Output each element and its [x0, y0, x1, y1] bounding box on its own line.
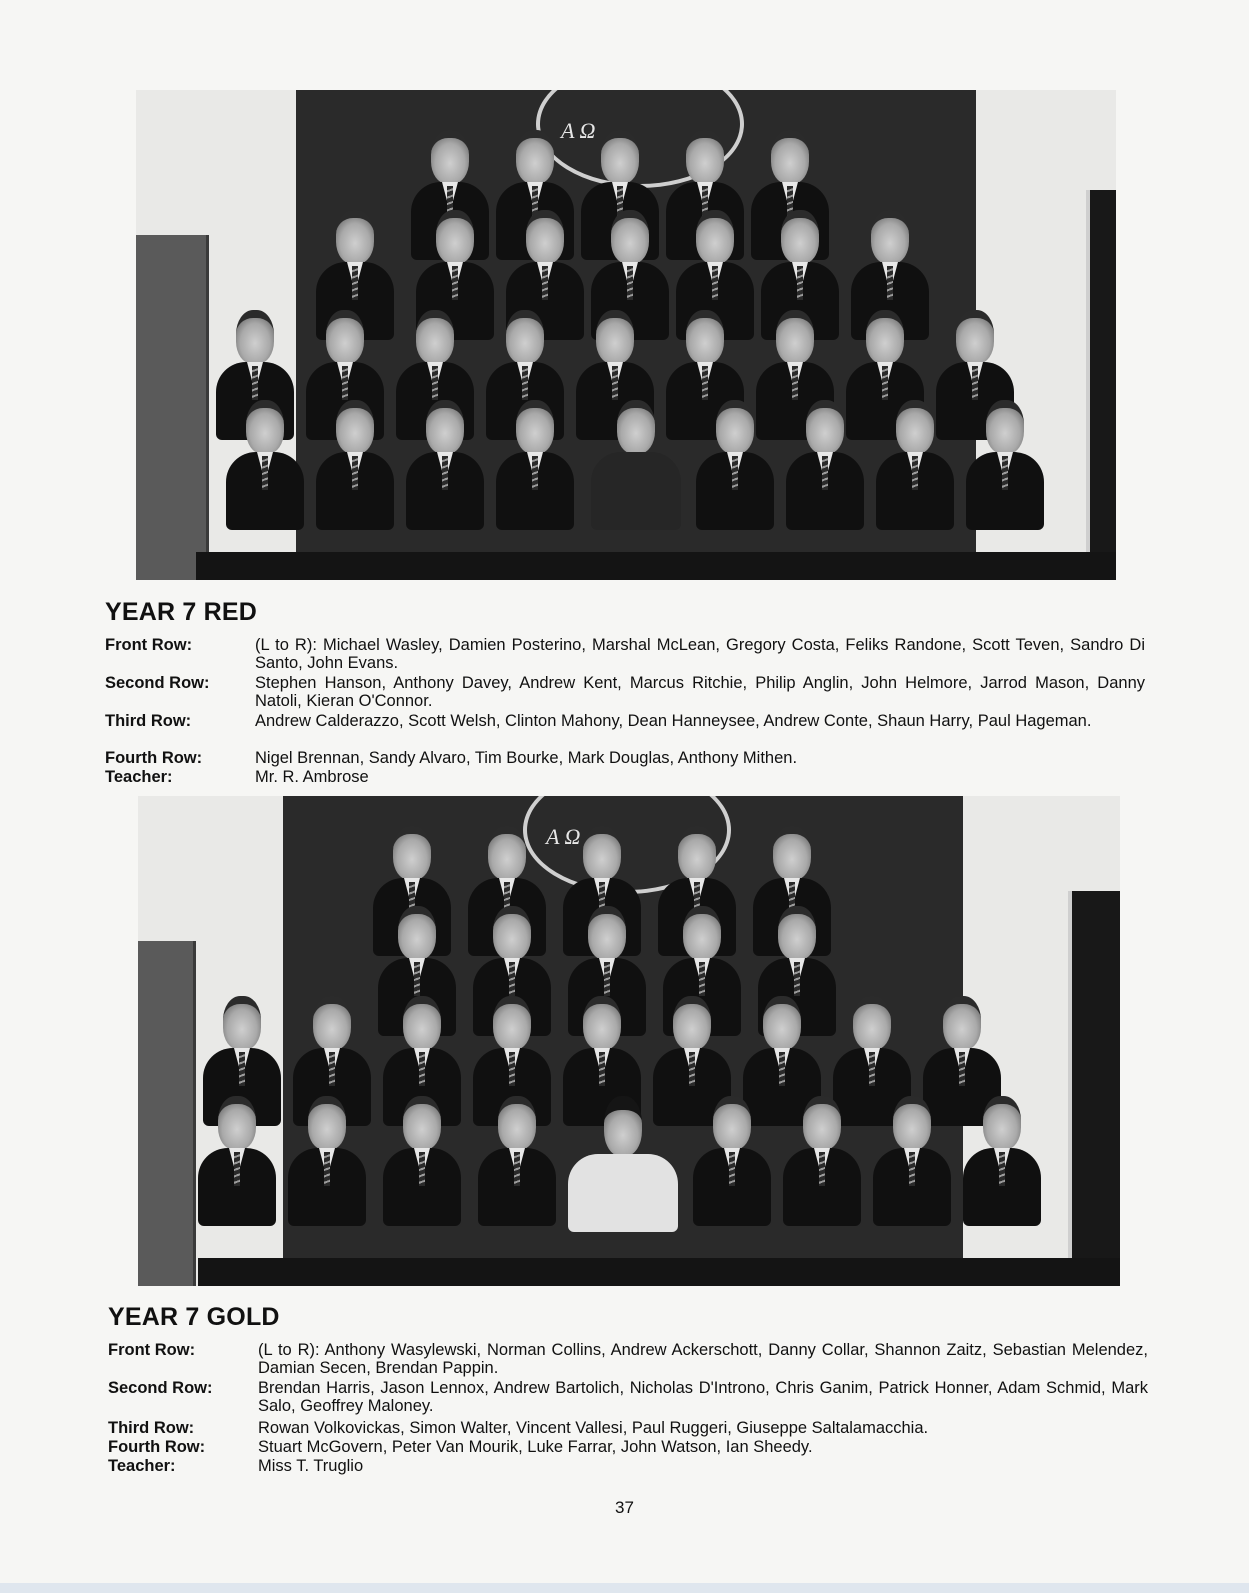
student: [963, 1096, 1041, 1226]
teacher: [591, 400, 681, 530]
student: [316, 400, 394, 530]
row-names: Mr. R. Ambrose: [255, 768, 369, 786]
row-names: (L to R): Anthony Wasylewski, Norman Collins, Andrew Ackerschott, Danny Collar, Shannon Zaitz, Sebastian Melendez, Damian Secen, Brendan Pappin.: [258, 1341, 1148, 1377]
student: [288, 1096, 366, 1226]
teacher: [568, 1096, 678, 1232]
student: [696, 400, 774, 530]
student: [496, 400, 574, 530]
emblem-text: A Ω: [561, 118, 596, 143]
student: [693, 1096, 771, 1226]
section-title-year7-gold: YEAR 7 GOLD: [108, 1303, 280, 1331]
student: [786, 400, 864, 530]
row-names: (L to R): Michael Wasley, Damien Posterino, Marshal McLean, Gregory Costa, Feliks Randone, Scott Teven, Sandro Di Santo, John Evans.: [255, 636, 1145, 672]
row-label: Fourth Row:: [105, 749, 203, 767]
student: [383, 1096, 461, 1226]
row-names: Stuart McGovern, Peter Van Mourik, Luke Farrar, John Watson, Ian Sheedy.: [258, 1438, 813, 1456]
student: [478, 1096, 556, 1226]
row-label: Front Row:: [105, 636, 193, 654]
row-names: Nigel Brennan, Sandy Alvaro, Tim Bourke, Mark Douglas, Anthony Mithen.: [255, 749, 798, 767]
row-label: Third Row:: [108, 1419, 195, 1437]
student: [966, 400, 1044, 530]
class-photo-year7-gold: [138, 796, 1120, 1286]
student: [876, 400, 954, 530]
emblem-text: A Ω: [546, 824, 581, 849]
row-names: Andrew Calderazzo, Scott Welsh, Clinton Mahony, Dean Hanneysee, Andrew Conte, Shaun Harry, Paul Hageman.: [255, 712, 1092, 730]
class-photo-year7-red: [136, 90, 1116, 580]
caption-year7-red: [105, 636, 1155, 786]
page-number: 37: [615, 1498, 634, 1517]
row-label: Front Row:: [108, 1341, 196, 1359]
student: [873, 1096, 951, 1226]
row-label: Second Row:: [108, 1379, 213, 1397]
row-label: Fourth Row:: [108, 1438, 206, 1456]
row-names: Stephen Hanson, Anthony Davey, Andrew Kent, Marcus Ritchie, Philip Anglin, John Helmore, Jarrod Mason, Danny Natoli, Kieran O'Connor.: [255, 674, 1145, 710]
student: [783, 1096, 861, 1226]
caption-year7-gold: [108, 1341, 1158, 1491]
row-names: Rowan Volkovickas, Simon Walter, Vincent Vallesi, Paul Ruggeri, Giuseppe Saltalamacchia.: [258, 1419, 929, 1437]
section-title-year7-red: YEAR 7 RED: [105, 598, 258, 626]
row-label: Third Row:: [105, 712, 192, 730]
row-label: Teacher:: [108, 1457, 176, 1475]
student: [226, 400, 304, 530]
row-names: Brendan Harris, Jason Lennox, Andrew Bartolich, Nicholas D'Introno, Chris Ganim, Patrick Honner, Adam Schmid, Mark Salo, Geoffrey Maloney.: [258, 1379, 1148, 1415]
student: [198, 1096, 276, 1226]
page-bottom-edge: [0, 1583, 1249, 1593]
row-label: Second Row:: [105, 674, 210, 692]
row-names: Miss T. Truglio: [258, 1457, 364, 1475]
row-label: Teacher:: [105, 768, 173, 786]
student: [406, 400, 484, 530]
